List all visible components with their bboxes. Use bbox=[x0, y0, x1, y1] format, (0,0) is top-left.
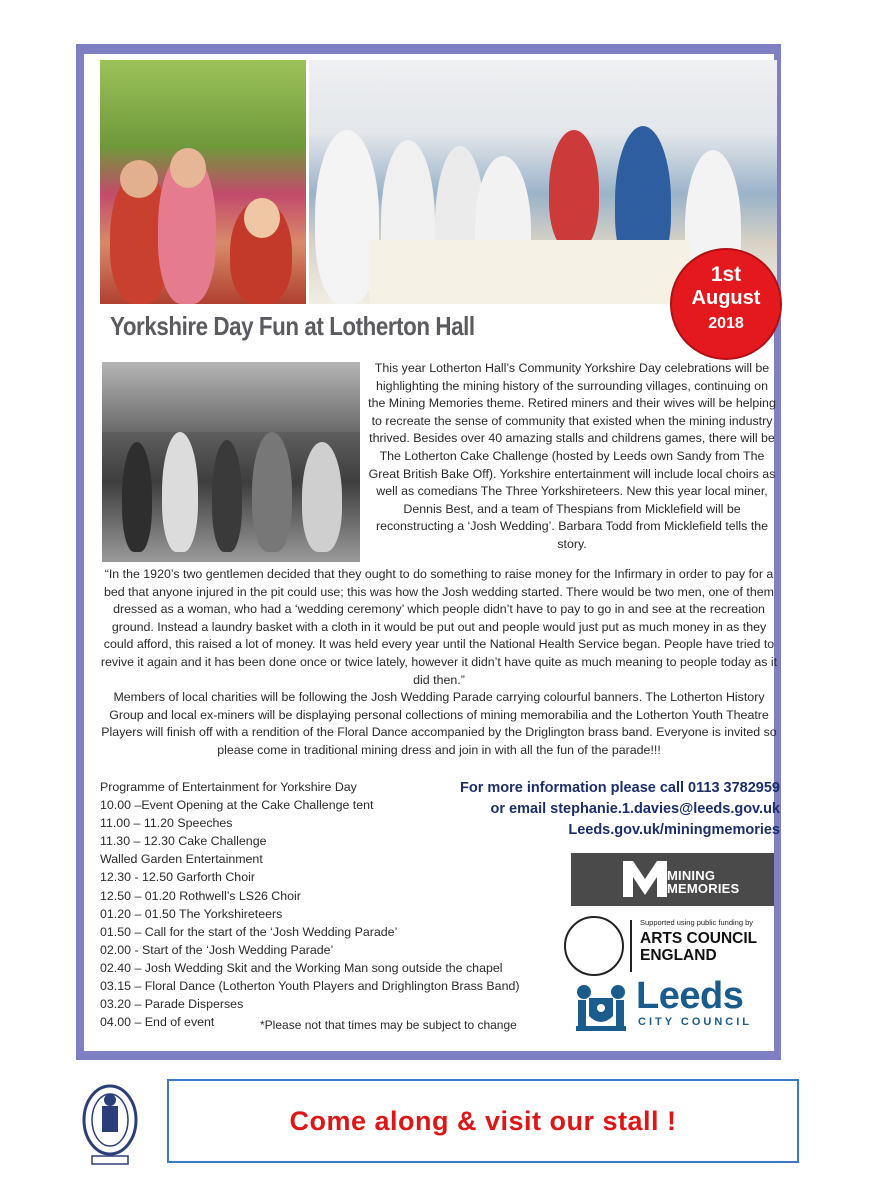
photo-children bbox=[100, 60, 306, 304]
closing-paragraph: Members of local charities will be following the Josh Wedding Parade carrying colourful banners. The Lotherton History Group and local ex-miners will be displaying personal collections of mining memorabilia and the Lotherton Youth Theatre Players will finish off with a rendition of the Floral Dance accompanied by the Driglington brass band. Everyone is invited so please come in traditional mining dress and join in with all the fun of the parade!!! bbox=[101, 690, 777, 757]
programme-item: 02.00 - Start of the ‘Josh Wedding Parade’ bbox=[100, 942, 334, 957]
badge-day: 1st bbox=[710, 263, 742, 286]
contact-email[interactable]: or email stephanie.1.davies@leeds.gov.uk bbox=[490, 801, 780, 817]
arts-council-circle-icon bbox=[564, 916, 624, 976]
programme-item: 11.30 – 12.30 Cake Challenge bbox=[100, 834, 267, 849]
arts-council-name-2: ENGLAND bbox=[640, 947, 717, 964]
badge-year: 2018 bbox=[708, 315, 744, 332]
programme-item: 02.40 – Josh Wedding Skit and the Working Man song outside the chapel bbox=[100, 960, 503, 975]
leeds-name: Leeds bbox=[636, 975, 744, 1017]
leeds-subtitle: CITY COUNCIL bbox=[638, 1016, 753, 1028]
intro-paragraph: This year Lotherton Hall’s Community Yorkshire Day celebrations will be highlighting the mining history of the surrounding villages, continuing on the Mining Memories theme. Retired miners and their wives will be helping to recreate the sense of community that existed when the mining industry thrived. Besides over 40 amazing stalls and childrens games, there will be The Lotherton Cake Challenge (hosted by Leeds own Sandy from The Great British Bake Off). Yorkshire entertainment will include local choirs as well as comedians The Three Yorkshireteers. New this year local miner, Dennis Best, and a team of Thespians from Micklefield will be reconstructing a ‘Josh Wedding’. Barbara Todd from Micklefield tells the story. bbox=[368, 361, 776, 551]
programme-item: 01.20 – 01.50 The Yorkshireteers bbox=[100, 906, 283, 921]
date-badge bbox=[672, 250, 780, 358]
mining-memories-text-2: MEMORIES bbox=[667, 881, 740, 896]
quote-paragraph: “In the 1920’s two gentlemen decided that they ought to do something to raise money for the Infirmary in order to pay for a bed that anyone injured in the pit could use; this was how the Josh wedding started. There would be two men, one of them dressed as a woman, who had a ‘wedding ceremony’ which people didn’t have to pay to go in and see at the recreation ground. Instead a laundry basket with a cloth in it would be put out and people would just put as much money in as they could afford, this raised a lot of money. It was held every year until the National Health Service began. People have tried to revive it again and it has been done once or twice lately, however it didn’t have quite as much meaning to people today as it did then.” bbox=[100, 567, 778, 687]
programme-item: Walled Garden Entertainment bbox=[100, 852, 263, 867]
arts-council-logo bbox=[562, 916, 778, 976]
mining-memories-text-1: MINING bbox=[667, 868, 716, 883]
mining-memories-logo bbox=[571, 853, 774, 906]
story-section bbox=[98, 566, 780, 760]
programme-item: 11.00 – 11.20 Speeches bbox=[100, 816, 233, 831]
contact-phone: For more information please call 0113 3782959 bbox=[460, 780, 780, 796]
programme-item: 03.15 – Floral Dance (Lotherton Youth Players and Drighlington Brass Band) bbox=[100, 979, 520, 994]
photo-josh-wedding-parade bbox=[102, 362, 360, 562]
mining-memories-mark-icon bbox=[623, 861, 667, 897]
times-footnote: *Please not that times may be subject to change bbox=[260, 1018, 517, 1032]
contact-info bbox=[410, 778, 780, 841]
club-crest-icon bbox=[80, 1078, 140, 1168]
visit-stall-banner bbox=[167, 1079, 799, 1163]
arts-council-name-1: ARTS COUNCIL bbox=[640, 930, 758, 947]
contact-website[interactable]: Leeds.gov.uk/miningmemories bbox=[568, 822, 780, 838]
programme-item: 04.00 – End of event bbox=[100, 1015, 215, 1030]
cta-text: Come along & visit our stall ! bbox=[289, 1105, 677, 1136]
programme-item: 01.50 – Call for the start of the ‘Josh Wedding Parade’ bbox=[100, 924, 398, 939]
page-title: Yorkshire Day Fun at Lotherton Hall bbox=[110, 311, 475, 341]
programme-item: 12.30 - 12.50 Garforth Choir bbox=[100, 870, 255, 885]
programme-title: Programme of Entertainment for Yorkshire Day bbox=[100, 780, 357, 794]
programme-item: 12.50 – 01.20 Rothwell’s LS26 Choir bbox=[100, 888, 301, 903]
badge-month: August bbox=[691, 287, 761, 309]
leeds-city-council-logo bbox=[574, 975, 780, 1032]
programme-item: 10.00 –Event Opening at the Cake Challenge tent bbox=[100, 798, 374, 813]
programme-item: 03.20 – Parade Disperses bbox=[100, 997, 244, 1012]
arts-council-support-text: Supported using public funding by bbox=[640, 918, 753, 927]
leeds-crest-icon bbox=[574, 980, 628, 1032]
